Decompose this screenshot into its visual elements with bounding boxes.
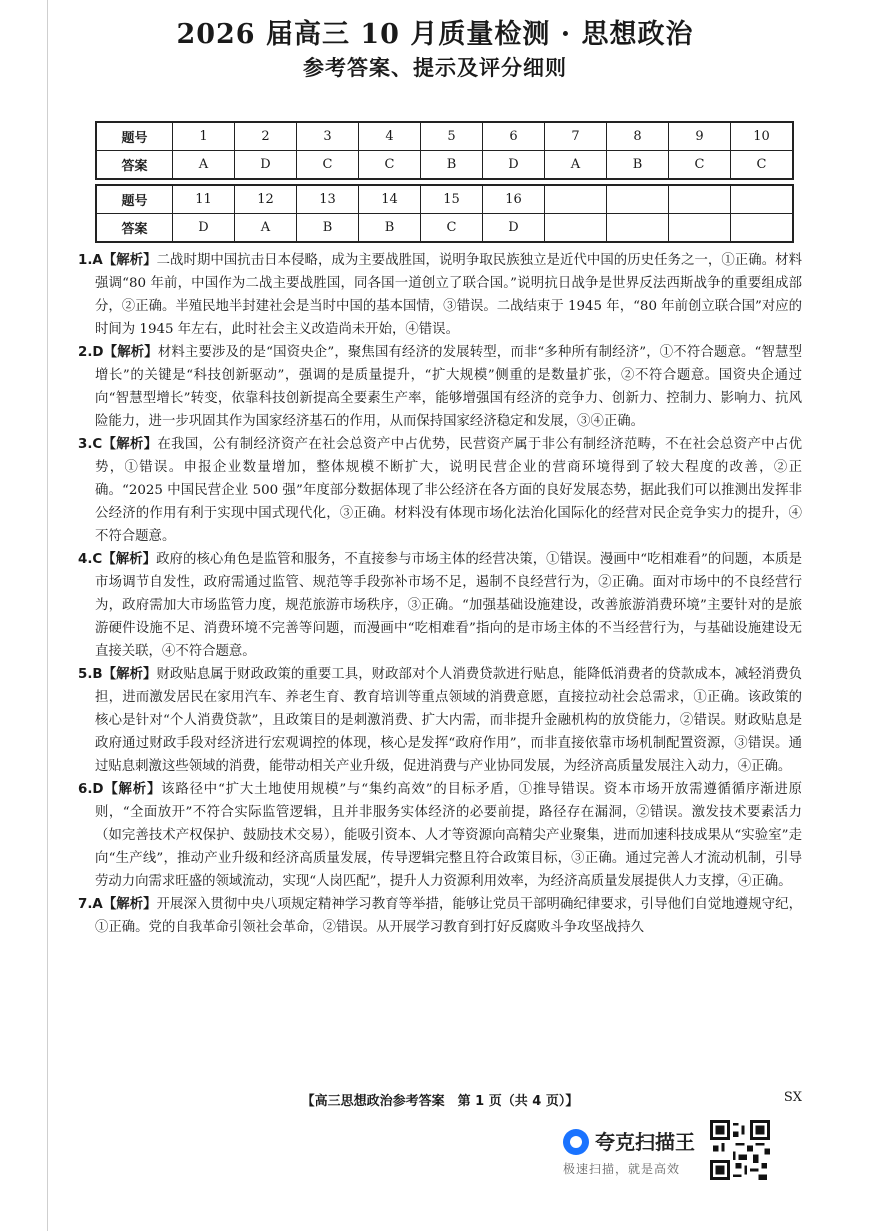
- item-head: 1.A【解析】: [78, 253, 157, 268]
- item-head: 7.A【解析】: [78, 897, 157, 912]
- scanner-brand: 夸克扫描王: [595, 1130, 695, 1154]
- table-cell: D: [483, 214, 545, 243]
- table-cell: C: [421, 214, 483, 243]
- explanation-item: [78, 433, 802, 548]
- answer-table-part2: [95, 184, 794, 243]
- item-body: 财政贴息属于财政政策的重要工具，财政部对个人消费贷款进行贴息，能降低消费者的贷款成本，减轻消费负担，进而激发居民在家用汽车、养老生育、教育培训等重点领域的消费意愿，直接拉动社会总需求，①正确。该政策的核心是针对“个人消费贷款”，且政策目的是刺激消费、扩大内需，而非提升金融机构的放贷能力，②错误。财政贴息是政府通过财政手段对经济进行宏观调控的体现，核心是发挥“政府作用”，而非直接依靠市场机制配置资源，③错误。通过贴息刺激这些领域的消费，能带动相关产业升级，促进消费与产业协同发展，为经济高质量发展注入动力，④正确。: [95, 667, 802, 774]
- row-label-number: 题号: [96, 185, 173, 214]
- row-label-answer: 答案: [96, 151, 173, 180]
- table-cell: B: [359, 214, 421, 243]
- table-cell: [669, 214, 731, 243]
- table-cell: 4: [359, 122, 421, 151]
- table-cell: 7: [545, 122, 607, 151]
- table-cell: B: [607, 151, 669, 180]
- table-row-numbers: [96, 185, 793, 214]
- scanner-watermark: [555, 1120, 785, 1185]
- explanation-item: [78, 778, 802, 893]
- explanation-item: [78, 548, 802, 663]
- item-head: 3.C【解析】: [78, 437, 158, 452]
- explanation-item: [78, 663, 802, 778]
- row-label-number: 题号: [96, 122, 173, 151]
- table-cell: D: [235, 151, 297, 180]
- table-cell: 16: [483, 185, 545, 214]
- footer-subject-code: SX: [783, 1090, 802, 1105]
- table-cell: 14: [359, 185, 421, 214]
- table-cell: [607, 185, 669, 214]
- table-row-answers: [96, 214, 793, 243]
- item-head: 4.C【解析】: [78, 552, 157, 567]
- qr-code-icon: [710, 1120, 770, 1180]
- table-cell: [607, 214, 669, 243]
- table-cell: [545, 185, 607, 214]
- table-cell: 2: [235, 122, 297, 151]
- table-cell: 3: [297, 122, 359, 151]
- table-cell: B: [421, 151, 483, 180]
- item-head: 6.D【解析】: [78, 782, 162, 797]
- item-head: 2.D【解析】: [78, 345, 158, 360]
- explanations: [78, 249, 802, 939]
- table-cell: 1: [173, 122, 235, 151]
- table-cell: [669, 185, 731, 214]
- table-cell: 13: [297, 185, 359, 214]
- table-cell: 15: [421, 185, 483, 214]
- row-label-answer: 答案: [96, 214, 173, 243]
- page-subtitle: 参考答案、提示及评分细则: [303, 55, 567, 80]
- table-cell: 8: [607, 122, 669, 151]
- table-cell: A: [545, 151, 607, 180]
- table-cell: 12: [235, 185, 297, 214]
- page-footer: [78, 1090, 802, 1109]
- answer-table-part1: [95, 121, 794, 180]
- scanner-slogan: 极速扫描，就是高效: [563, 1162, 681, 1176]
- table-cell: C: [669, 151, 731, 180]
- footer-page-info: 【高三思想政治参考答案 第 1 页（共 4 页）】: [301, 1094, 579, 1109]
- table-cell: 11: [173, 185, 235, 214]
- table-cell: 10: [731, 122, 794, 151]
- item-head: 5.B【解析】: [78, 667, 157, 682]
- table-cell: 9: [669, 122, 731, 151]
- table-cell: D: [173, 214, 235, 243]
- item-body: 政府的核心角色是监管和服务，不直接参与市场主体的经营决策，①错误。漫画中“吃相难看”的问题，本质是市场调节自发性，政府需通过监管、规范等手段弥补市场不足，遏制不良经营行为，②正确。面对市场中的不良经营行为，政府需加大市场监管力度，规范旅游市场秩序，③正确。“加强基础设施建设，改善旅游消费环境”主要针对的是旅游硬件设施不足、消费环境不完善等问题，而漫画中“吃相难看”指向的是市场主体的不当经营行为，与基础设施建设无直接关联，④不符合题意。: [95, 552, 802, 659]
- explanation-item: [78, 341, 802, 433]
- explanation-item: [78, 893, 802, 939]
- table-cell: A: [173, 151, 235, 180]
- table-cell: [731, 214, 794, 243]
- table-row-answers: [96, 151, 793, 180]
- page-title: 2026 届高三 10 月质量检测 · 思想政治: [176, 19, 694, 50]
- table-cell: 6: [483, 122, 545, 151]
- table-cell: A: [235, 214, 297, 243]
- table-cell: B: [297, 214, 359, 243]
- item-body: 在我国，公有制经济资产在社会总资产中占优势，民营资产属于非公有制经济范畴，不在社会总资产中占优势，①错误。申报企业数量增加，整体规模不断扩大，说明民营企业的营商环境得到了较大程度的改善，②正确。“2025 中国民营企业 500 强”年度部分数据体现了非公经济在各方面的良好发展态势，据此我们可以推测出发挥非公经济的作用有利于实现中国式现代化，③正确。材料没有体现市场化法治化国际化的经营对民企竞争实力的提升，④不符合题意。: [95, 437, 803, 544]
- table-cell: C: [359, 151, 421, 180]
- table-cell: C: [731, 151, 794, 180]
- table-cell: [731, 185, 794, 214]
- table-cell: [545, 214, 607, 243]
- table-cell: D: [483, 151, 545, 180]
- table-cell: C: [297, 151, 359, 180]
- item-body: 开展深入贯彻中央八项规定精神学习教育等举措，能够让党员干部明确纪律要求，引导他们自觉地遵规守纪，①正确。党的自我革命引领社会革命，②错误。从开展学习教育到打好反腐败斗争攻坚战持久: [95, 897, 802, 935]
- item-body: 二战时期中国抗击日本侵略，成为主要战胜国，说明争取民族独立是近代中国的历史任务之一，①正确。材料强调“80 年前，中国作为二战主要战胜国，同各国一道创立了联合国。”说明抗日战争是世界反法西斯战争的重要组成部分，②正确。半殖民地半封建社会是当时中国的基本国情，③错误。二战结束于 1945 年，“80 年前创立联合国”对应的时间为 1945 年左右，此时社会主义改造尚未开始，④错误。: [95, 253, 802, 337]
- explanation-item: [78, 249, 802, 341]
- item-body: 材料主要涉及的是“国资央企”，聚焦国有经济的发展转型，而非“多种所有制经济”，①不符合题意。“智慧型增长”的关键是“科技创新驱动”，强调的是质量提升，“扩大规模”侧重的是数量扩张，②不符合题意。国资央企通过向“智慧型增长”转变，依靠科技创新提高全要素生产率，能够增强国有经济的竞争力、创新力、控制力、影响力、抗风险能力，进一步巩固其作为国家经济基石的作用，从而保持国家经济稳定和发展，③④正确。: [95, 345, 803, 429]
- item-body: 该路径中“扩大土地使用规模”与“集约高效”的目标矛盾，①推导错误。资本市场开放需遵循循序渐进原则，“全面放开”不符合实际监管逻辑，且并非服务实体经济的必要前提，路径存在漏洞，②错误。激发技术要素活力（如完善技术产权保护、鼓励技术交易），能吸引资本、人才等资源向高精尖产业聚集，进而加速科技成果从“实验室”走向“生产线”，推动产业升级和经济高质量发展，传导逻辑完整且符合政策目标，③正确。通过完善人才流动机制，引导劳动力向需求旺盛的领域流动，实现“人岗匹配”，提升人力资源利用效率，为经济高质量发展提供人力支撑，④正确。: [95, 782, 802, 889]
- table-cell: 5: [421, 122, 483, 151]
- table-row-numbers: [96, 122, 793, 151]
- scanner-logo-icon: [563, 1129, 589, 1155]
- binding-line: [47, 0, 48, 1231]
